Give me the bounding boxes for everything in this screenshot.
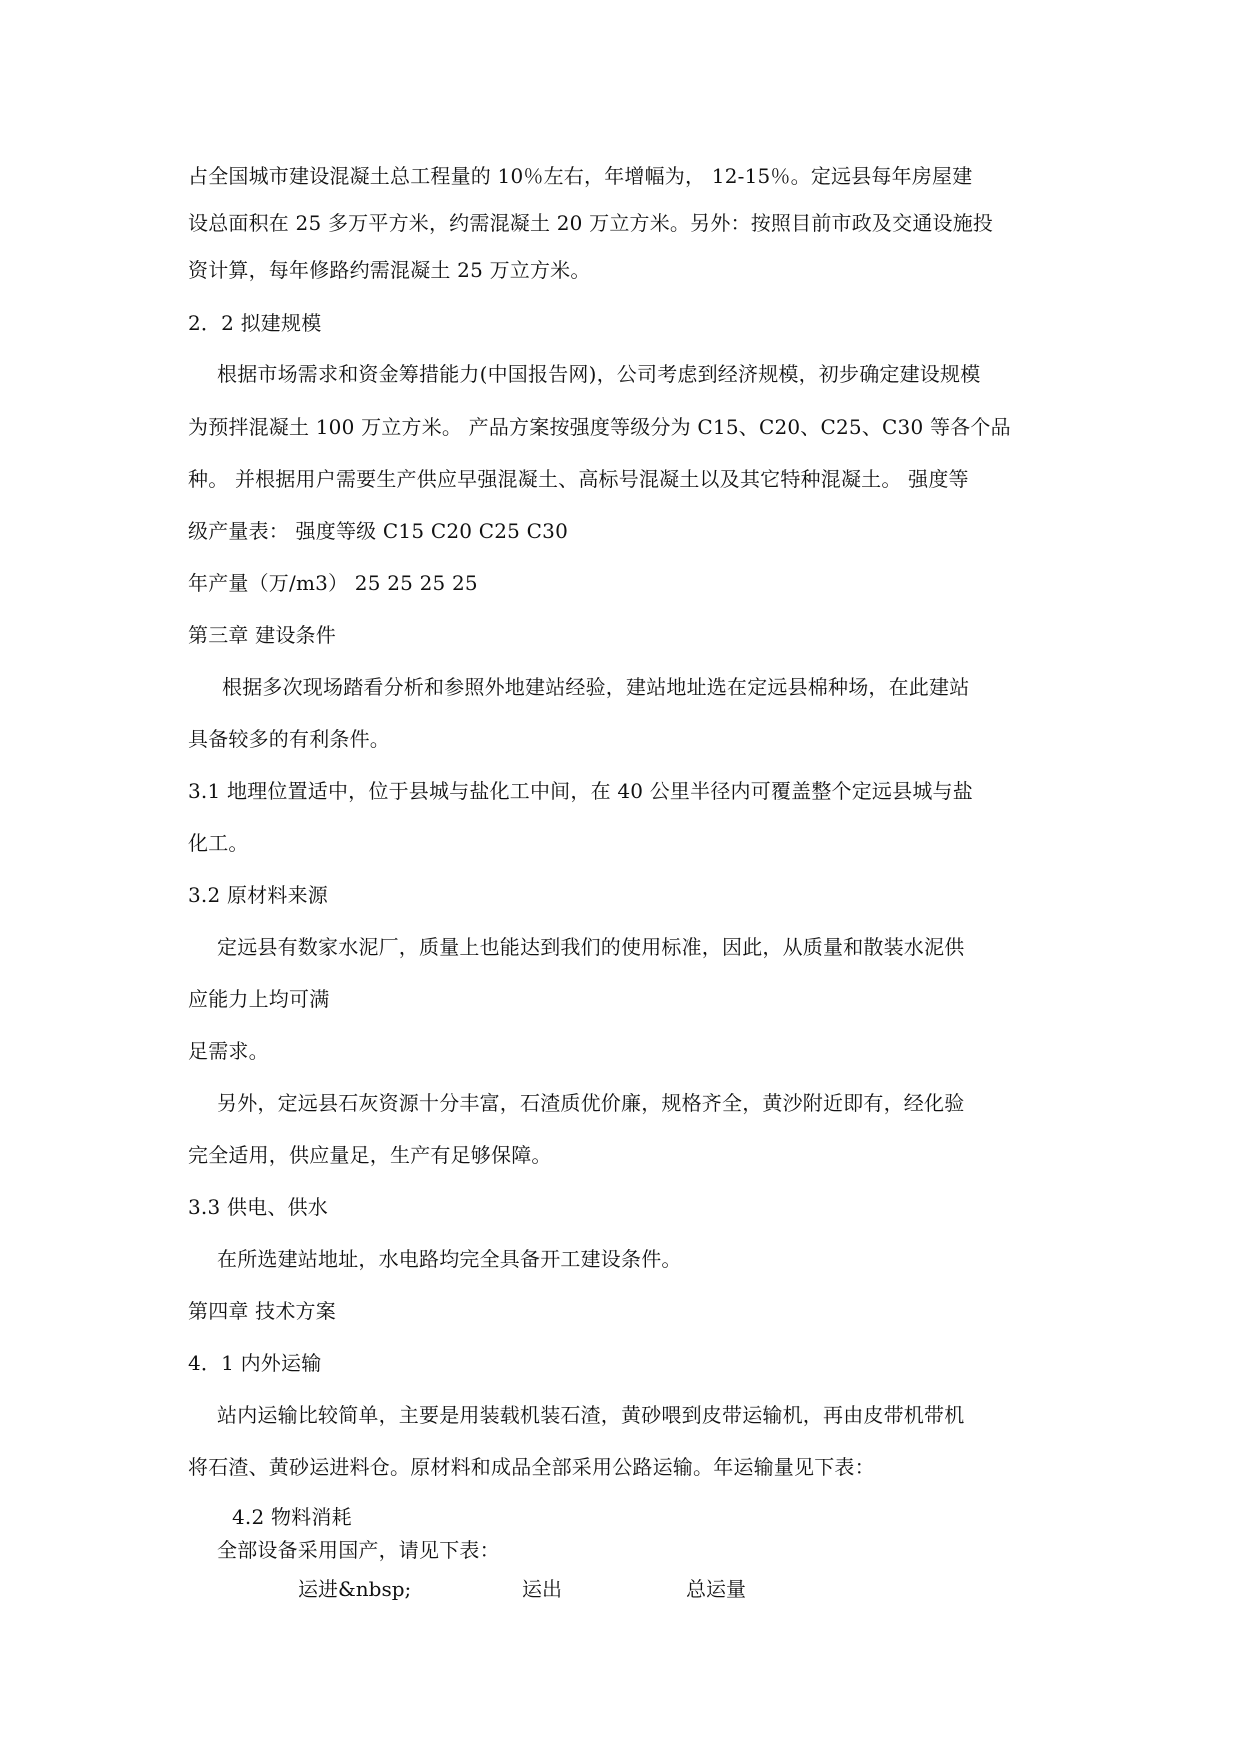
paragraph-line: 全部设备采用国产，请见下表： [217,1538,500,1562]
paragraph-line: 足需求。 [188,1039,269,1063]
paragraph-line: 应能力上均可满 [188,987,330,1011]
paragraph-line: 定远县有数家水泥厂，质量上也能达到我们的使用标准，因此，从质量和散装水泥供 [217,935,965,959]
paragraph-line: 3.1 地理位置适中，位于县城与盐化工中间，在 40 公里半径内可覆盖整个定远县城与盐 [188,779,973,803]
paragraph-line: 种。 并根据用户需要生产供应早强混凝土、高标号混凝土以及其它特种混凝土。 强度等 [188,467,969,491]
paragraph-line: 完全适用，供应量足，生产有足够保障。 [188,1143,552,1167]
section-heading: 4．1 内外运输 [188,1351,322,1375]
paragraph-line: 具备较多的有利条件。 [188,727,390,751]
paragraph-line: 根据市场需求和资金筹措能力(中国报告网)，公司考虑到经济规模，初步确定建设规模 [217,362,981,386]
section-heading: 4.2 物料消耗 [232,1505,352,1529]
paragraph-line: 级产量表： 强度等级 C15 C20 C25 C30 [188,519,568,543]
table-header-cell: 总运量 [686,1577,746,1601]
paragraph-line: 另外，定远县石灰资源十分丰富，石渣质优价廉，规格齐全，黄沙附近即有，经化验 [217,1091,965,1115]
paragraph-line: 将石渣、黄砂运进料仓。原材料和成品全部采用公路运输。年运输量见下表： [188,1455,875,1479]
paragraph-line: 资计算，每年修路约需混凝土 25 万立方米。 [188,258,591,282]
table-header-cell: 运进&nbsp; [298,1577,412,1601]
section-heading: 3.2 原材料来源 [188,883,328,907]
paragraph-line: 站内运输比较简单，主要是用装载机装石渣，黄砂喂到皮带运输机，再由皮带机带机 [217,1403,965,1427]
section-heading: 2．2 拟建规模 [188,311,322,335]
paragraph-line: 年产量（万/m3） 25 25 25 25 [188,571,478,595]
table-header-cell: 运出 [522,1577,562,1601]
paragraph-line: 占全国城市建设混凝土总工程量的 10％左右，年增幅为， 12-15％。定远县每年房屋建 [188,164,973,188]
chapter-heading: 第四章 技术方案 [188,1299,336,1323]
paragraph-line: 根据多次现场踏看分析和参照外地建站经验，建站地址选在定远县棉种场，在此建站 [222,675,970,699]
paragraph-line: 化工。 [188,831,249,855]
chapter-heading: 第三章 建设条件 [188,623,336,647]
section-heading: 3.3 供电、供水 [188,1195,328,1219]
paragraph-line: 设总面积在 25 多万平方米，约需混凝土 20 万立方米。另外：按照目前市政及交通设施投 [188,211,994,235]
paragraph-line: 为预拌混凝土 100 万立方米。 产品方案按强度等级分为 C15、C20、C25、C30 等各个品 [188,415,1011,439]
paragraph-line: 在所选建站地址，水电路均完全具备开工建设条件。 [217,1247,682,1271]
